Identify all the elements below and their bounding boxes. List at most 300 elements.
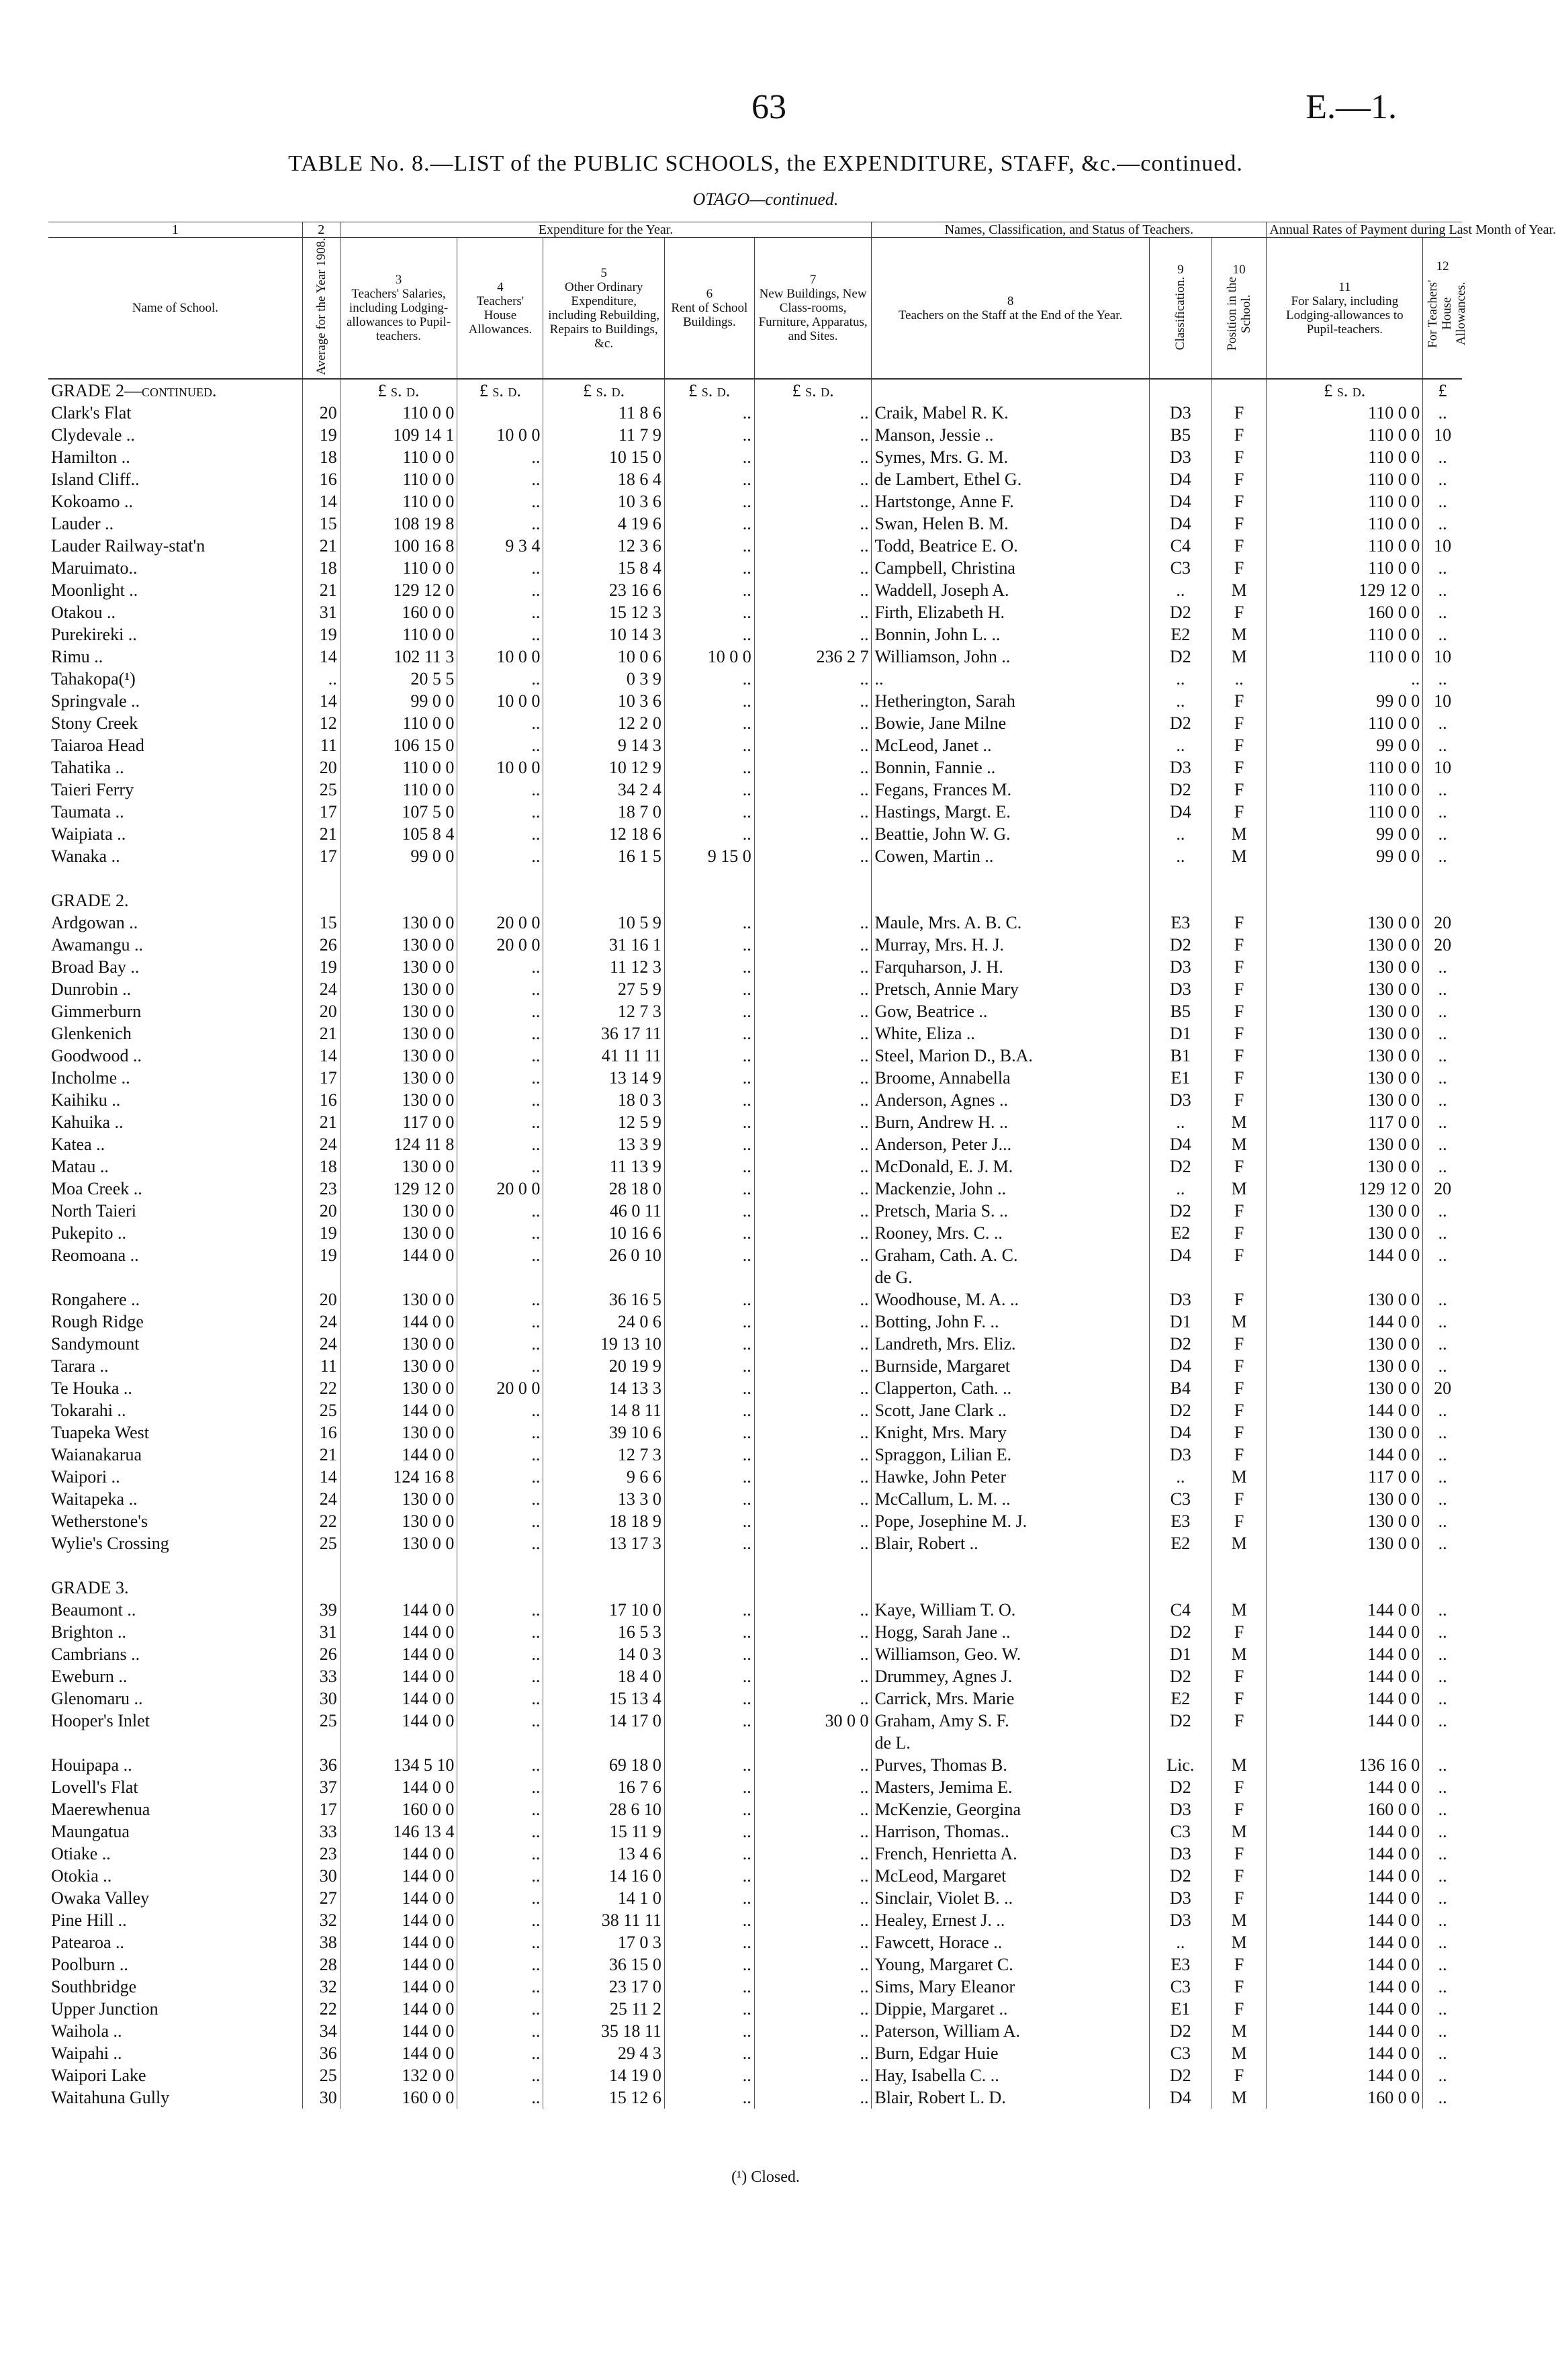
teacher-name-cell: Mackenzie, John .. — [872, 1178, 1149, 1200]
school-name-cell: Eweburn .. — [51, 1667, 128, 1687]
empty-cell — [302, 889, 340, 912]
teacher-name-cell: Bonnin, Fannie .. — [872, 756, 1149, 779]
classification-cell: D2 — [1149, 1155, 1211, 1178]
new-buildings-cell: .. — [754, 1222, 872, 1244]
salary-rate-cell: 117 0 0 — [1267, 1466, 1423, 1488]
empty-cell — [1423, 867, 1462, 889]
classification-cell: C4 — [1149, 1599, 1211, 1621]
table-row — [48, 1222, 1462, 1244]
classification-cell: D4 — [1149, 1421, 1211, 1444]
classification-cell: .. — [1149, 1931, 1211, 1953]
rent-cell: .. — [664, 1510, 754, 1532]
footnote: (¹) Closed. — [731, 2168, 800, 2186]
average-cell: 26 — [302, 1643, 340, 1665]
classification-cell: D3 — [1149, 978, 1211, 1000]
rent-cell: .. — [664, 823, 754, 845]
teacher-name-cell: Graham, Amy S. F. — [872, 1710, 1149, 1732]
house-allowance-cell: .. — [457, 446, 543, 468]
teacher-name-cell: Harrison, Thomas.. — [872, 1820, 1149, 1843]
new-buildings-cell: .. — [754, 734, 872, 756]
position-cell: M — [1211, 623, 1267, 646]
salary-rate-cell: 110 0 0 — [1267, 779, 1423, 801]
salary-cell: 110 0 0 — [340, 402, 457, 424]
empty-cell — [872, 1554, 1149, 1577]
new-buildings-cell: 236 2 7 — [754, 646, 872, 668]
position-cell: F — [1211, 1222, 1267, 1244]
empty-cell — [457, 889, 543, 912]
house-rate-cell: .. — [1423, 1510, 1462, 1532]
classification-cell: D2 — [1149, 1665, 1211, 1687]
school-name-cell: Purekireki .. — [51, 625, 137, 645]
teacher-name-cell: Waddell, Joseph A. — [872, 579, 1149, 601]
empty-cell — [543, 1554, 664, 1577]
new-buildings-cell: .. — [754, 1621, 872, 1643]
average-cell: 16 — [302, 468, 340, 490]
salary-rate-cell: 144 0 0 — [1267, 1399, 1423, 1421]
salary-rate-cell: 160 0 0 — [1267, 2086, 1423, 2109]
header-rent: 6 Rent of School Buildings. — [664, 238, 754, 380]
house-rate-cell: .. — [1423, 956, 1462, 978]
table-row — [48, 402, 1462, 424]
empty-cell — [340, 1577, 457, 1599]
position-cell: F — [1211, 712, 1267, 734]
house-allowance-cell: .. — [457, 513, 543, 535]
salary-rate-cell: 160 0 0 — [1267, 601, 1423, 623]
other-expenditure-cell: 27 5 9 — [543, 978, 664, 1000]
classification-cell: D1 — [1149, 1643, 1211, 1665]
table-row — [48, 1244, 1462, 1266]
position-cell: F — [1211, 424, 1267, 446]
empty-cell — [1149, 889, 1211, 912]
other-expenditure-cell: 29 4 3 — [543, 2042, 664, 2064]
house-rate-cell: .. — [1423, 779, 1462, 801]
new-buildings-cell: .. — [754, 623, 872, 646]
school-name-cell: Sandymount — [51, 1334, 140, 1354]
position-cell: F — [1211, 1998, 1267, 2020]
house-allowance-cell: .. — [457, 1820, 543, 1843]
rent-cell: .. — [664, 712, 754, 734]
salary-cell: 144 0 0 — [340, 1687, 457, 1710]
position-cell: F — [1211, 956, 1267, 978]
classification-cell: Lic. — [1149, 1754, 1211, 1776]
teacher-name-cell: McDonald, E. J. M. — [872, 1155, 1149, 1178]
other-expenditure-cell: 11 13 9 — [543, 1155, 664, 1178]
position-cell: F — [1211, 1444, 1267, 1466]
classification-cell: D4 — [1149, 1244, 1211, 1266]
classification-cell: B5 — [1149, 424, 1211, 446]
rent-cell: .. — [664, 756, 754, 779]
salary-cell: 110 0 0 — [340, 468, 457, 490]
rent-cell: .. — [664, 1089, 754, 1111]
table-row — [48, 1111, 1462, 1133]
average-cell: 22 — [302, 1998, 340, 2020]
school-name-cell: Rongahere .. — [51, 1290, 140, 1310]
salary-rate-cell: 130 0 0 — [1267, 1200, 1423, 1222]
position-cell: F — [1211, 468, 1267, 490]
table-row — [48, 1377, 1462, 1399]
new-buildings-cell: .. — [754, 513, 872, 535]
rent-cell: .. — [664, 779, 754, 801]
position-cell: F — [1211, 1510, 1267, 1532]
classification-cell: B4 — [1149, 1377, 1211, 1399]
teacher-name-cell: Scott, Jane Clark .. — [872, 1399, 1149, 1421]
rent-cell: 9 15 0 — [664, 845, 754, 867]
house-allowance-cell: .. — [457, 1887, 543, 1909]
new-buildings-cell: .. — [754, 2064, 872, 2086]
school-name-cell: Owaka Valley — [51, 1888, 150, 1908]
average-cell: 24 — [302, 1311, 340, 1333]
rent-cell: .. — [664, 402, 754, 424]
classification-cell: C3 — [1149, 1820, 1211, 1843]
rent-cell: .. — [664, 2020, 754, 2042]
new-buildings-cell: .. — [754, 801, 872, 823]
salary-cell: 129 12 0 — [340, 579, 457, 601]
position-cell: F — [1211, 1621, 1267, 1643]
school-name-cell: Lovell's Flat — [51, 1777, 138, 1798]
classification-cell: D3 — [1149, 1909, 1211, 1931]
empty-cell — [1423, 889, 1462, 912]
salary-cell: 130 0 0 — [340, 1067, 457, 1089]
house-allowance-cell: .. — [457, 1687, 543, 1710]
table-row — [48, 1798, 1462, 1820]
school-name-cell: Southbridge — [51, 1977, 137, 1997]
salary-rate-cell: 130 0 0 — [1267, 1510, 1423, 1532]
new-buildings-cell: .. — [754, 1953, 872, 1976]
salary-rate-cell: 144 0 0 — [1267, 1687, 1423, 1710]
classification-cell: D2 — [1149, 2020, 1211, 2042]
other-expenditure-cell: 14 19 0 — [543, 2064, 664, 2086]
house-allowance-cell: .. — [457, 1599, 543, 1621]
school-name-cell: Otakou .. — [51, 603, 116, 623]
teacher-name-cell: Hawke, John Peter — [872, 1466, 1149, 1488]
average-cell: 22 — [302, 1510, 340, 1532]
house-rate-cell: .. — [1423, 1333, 1462, 1355]
position-cell: M — [1211, 1311, 1267, 1333]
teacher-name-cell: French, Henrietta A. — [872, 1843, 1149, 1865]
teacher-name-cell: Pretsch, Maria S. .. — [872, 1200, 1149, 1222]
house-rate-cell: .. — [1423, 2042, 1462, 2064]
house-allowance-cell: 10 0 0 — [457, 646, 543, 668]
house-allowance-cell: .. — [457, 1998, 543, 2020]
teacher-name-cell: Purves, Thomas B. — [872, 1754, 1149, 1776]
salary-cell: 130 0 0 — [340, 934, 457, 956]
salary-cell: 144 0 0 — [340, 1244, 457, 1266]
classification-cell — [1149, 1266, 1211, 1288]
school-name-cell: Stony Creek — [51, 713, 138, 734]
table-row — [48, 690, 1462, 712]
house-rate-cell: .. — [1423, 1931, 1462, 1953]
salary-rate-cell: 130 0 0 — [1267, 1067, 1423, 1089]
teacher-name-cell: Fegans, Frances M. — [872, 779, 1149, 801]
other-expenditure-cell: 12 7 3 — [543, 1444, 664, 1466]
position-cell: F — [1211, 1067, 1267, 1089]
salary-cell: 129 12 0 — [340, 1178, 457, 1200]
new-buildings-cell: .. — [754, 934, 872, 956]
school-name-cell: Maruimato.. — [51, 558, 138, 578]
grade-heading-row — [48, 379, 1462, 402]
position-cell: F — [1211, 1865, 1267, 1887]
school-name-cell: Lauder Railway-stat'n — [51, 536, 205, 556]
classification-cell: D2 — [1149, 601, 1211, 623]
table-row — [48, 1643, 1462, 1665]
teacher-name-cell: Bowie, Jane Milne — [872, 712, 1149, 734]
average-cell: 15 — [302, 912, 340, 934]
spacer-row — [48, 1554, 1462, 1577]
school-name-cell: Waipiata .. — [51, 824, 126, 844]
position-cell: F — [1211, 1155, 1267, 1178]
salary-cell: 110 0 0 — [340, 446, 457, 468]
empty-cell — [457, 1577, 543, 1599]
house-rate-cell: .. — [1423, 1444, 1462, 1466]
classification-cell: D2 — [1149, 1200, 1211, 1222]
teacher-name-cell: Woodhouse, M. A. .. — [872, 1288, 1149, 1311]
teacher-name-cell: Hartstonge, Anne F. — [872, 490, 1149, 513]
new-buildings-cell: .. — [754, 1155, 872, 1178]
house-rate-cell: .. — [1423, 2064, 1462, 2086]
empty-cell — [754, 1554, 872, 1577]
table-body — [48, 379, 1462, 2109]
school-name-cell: Hamilton .. — [51, 447, 130, 468]
teacher-name-cell: Spraggon, Lilian E. — [872, 1444, 1149, 1466]
new-buildings-cell: .. — [754, 756, 872, 779]
classification-cell: D1 — [1149, 1311, 1211, 1333]
classification-cell: C3 — [1149, 557, 1211, 579]
new-buildings-cell: .. — [754, 1865, 872, 1887]
teacher-name-cell: Pretsch, Annie Mary — [872, 978, 1149, 1000]
rent-cell: .. — [664, 490, 754, 513]
other-expenditure-cell: 12 7 3 — [543, 1000, 664, 1022]
teacher-name-cell: McLeod, Margaret — [872, 1865, 1149, 1887]
rent-cell: .. — [664, 2064, 754, 2086]
salary-rate-cell: 130 0 0 — [1267, 912, 1423, 934]
salary-rate-cell: 110 0 0 — [1267, 623, 1423, 646]
average-cell: 19 — [302, 956, 340, 978]
position-cell: F — [1211, 690, 1267, 712]
table-row — [48, 734, 1462, 756]
salary-rate-cell: 110 0 0 — [1267, 801, 1423, 823]
salary-rate-cell: 144 0 0 — [1267, 1776, 1423, 1798]
house-allowance-cell: .. — [457, 2064, 543, 2086]
table-row — [48, 1089, 1462, 1111]
salary-rate-cell: 130 0 0 — [1267, 1000, 1423, 1022]
house-allowance-cell: .. — [457, 1976, 543, 1998]
salary-cell: 130 0 0 — [340, 1510, 457, 1532]
other-expenditure-cell: 38 11 11 — [543, 1909, 664, 1931]
salary-rate-cell: 130 0 0 — [1267, 978, 1423, 1000]
position-cell: F — [1211, 801, 1267, 823]
salary-cell: 100 16 8 — [340, 535, 457, 557]
rent-cell: .. — [664, 912, 754, 934]
teacher-name-cell: Sims, Mary Eleanor — [872, 1976, 1149, 1998]
classification-cell: D4 — [1149, 513, 1211, 535]
school-name-cell: Rough Ridge — [51, 1312, 144, 1332]
table-row — [48, 912, 1462, 934]
new-buildings-cell: 30 0 0 — [754, 1710, 872, 1732]
other-expenditure-cell: 9 6 6 — [543, 1466, 664, 1488]
house-rate-cell: .. — [1423, 557, 1462, 579]
new-buildings-cell: .. — [754, 1399, 872, 1421]
teacher-name-cell: Burn, Edgar Huie — [872, 2042, 1149, 2064]
new-buildings-cell: .. — [754, 1976, 872, 1998]
teacher-name-cell: Dippie, Margaret .. — [872, 1998, 1149, 2020]
new-buildings-cell: .. — [754, 468, 872, 490]
school-name-cell: Houipapa .. — [51, 1755, 132, 1775]
salary-rate-cell: 110 0 0 — [1267, 446, 1423, 468]
house-rate-cell: .. — [1423, 1288, 1462, 1311]
salary-rate-cell: 130 0 0 — [1267, 1532, 1423, 1554]
house-rate-cell: .. — [1423, 579, 1462, 601]
house-allowance-cell: .. — [457, 623, 543, 646]
new-buildings-cell: .. — [754, 1244, 872, 1266]
teacher-name-cell: Farquharson, J. H. — [872, 956, 1149, 978]
empty-cell — [754, 1577, 872, 1599]
table-title: TABLE No. 8.—LIST of the PUBLIC SCHOOLS, the EXPENDITURE, STAFF, &c.—continued. — [288, 151, 1243, 176]
table-row — [48, 1067, 1462, 1089]
rent-cell: .. — [664, 1178, 754, 1200]
school-name-cell: Wylie's Crossing — [51, 1534, 169, 1554]
school-name-cell: Tokarahi .. — [51, 1401, 126, 1421]
table-row — [48, 2086, 1462, 2109]
house-allowance-cell: .. — [457, 1665, 543, 1687]
other-expenditure-cell: 16 5 3 — [543, 1621, 664, 1643]
school-name-cell — [48, 1732, 302, 1754]
rent-cell: .. — [664, 1222, 754, 1244]
house-rate-cell: .. — [1423, 1089, 1462, 1111]
house-rate-cell: .. — [1423, 1776, 1462, 1798]
salary-rate-cell: 144 0 0 — [1267, 1931, 1423, 1953]
average-cell: 17 — [302, 1798, 340, 1820]
house-allowance-cell: 20 0 0 — [457, 934, 543, 956]
new-buildings-cell: .. — [754, 1022, 872, 1045]
teacher-name-cell: Steel, Marion D., B.A. — [872, 1045, 1149, 1067]
salary-rate-cell — [1267, 1732, 1423, 1754]
new-buildings-cell: .. — [754, 712, 872, 734]
average-cell: 18 — [302, 557, 340, 579]
salary-cell: 130 0 0 — [340, 1355, 457, 1377]
other-expenditure-cell: 36 17 11 — [543, 1022, 664, 1045]
table-row — [48, 1466, 1462, 1488]
school-name-cell: Hooper's Inlet — [51, 1711, 150, 1731]
school-name-cell: Springvale .. — [51, 691, 140, 711]
teacher-name-cell: Anderson, Agnes .. — [872, 1089, 1149, 1111]
salary-rate-cell: 117 0 0 — [1267, 1111, 1423, 1133]
classification-cell: .. — [1149, 668, 1211, 690]
rent-cell: .. — [664, 557, 754, 579]
salary-cell: 144 0 0 — [340, 1865, 457, 1887]
house-rate-cell: .. — [1423, 1311, 1462, 1333]
teacher-name-cell: de G. — [872, 1266, 1149, 1288]
school-name-cell: Otiake .. — [51, 1844, 111, 1864]
house-rate-cell: .. — [1423, 1710, 1462, 1732]
position-cell — [1211, 1732, 1267, 1754]
other-expenditure-cell: 35 18 11 — [543, 2020, 664, 2042]
school-name-cell: Broad Bay .. — [51, 957, 140, 977]
average-cell: 25 — [302, 1710, 340, 1732]
school-name-cell: Rimu .. — [51, 647, 103, 667]
empty-cell — [1211, 867, 1267, 889]
house-rate-cell: .. — [1423, 1244, 1462, 1266]
classification-cell: D2 — [1149, 1333, 1211, 1355]
empty-cell — [543, 889, 664, 912]
table-row — [48, 1266, 1462, 1288]
position-cell: F — [1211, 1953, 1267, 1976]
teacher-name-cell: Campbell, Christina — [872, 557, 1149, 579]
rent-cell: .. — [664, 668, 754, 690]
other-expenditure-cell: 23 17 0 — [543, 1976, 664, 1998]
position-cell: F — [1211, 1089, 1267, 1111]
rent-cell: .. — [664, 1665, 754, 1687]
school-name-cell: Waipori .. — [51, 1467, 120, 1487]
classification-cell — [1149, 1732, 1211, 1754]
classification-cell: E3 — [1149, 1510, 1211, 1532]
salary-rate-cell: 130 0 0 — [1267, 1355, 1423, 1377]
classification-cell: .. — [1149, 579, 1211, 601]
teacher-name-cell: Todd, Beatrice E. O. — [872, 535, 1149, 557]
average-cell: 23 — [302, 1843, 340, 1865]
house-rate-cell: .. — [1423, 1466, 1462, 1488]
classification-cell: D4 — [1149, 468, 1211, 490]
salary-rate-cell: 144 0 0 — [1267, 2042, 1423, 2064]
teacher-name-cell: McLeod, Janet .. — [872, 734, 1149, 756]
average-cell: 25 — [302, 1399, 340, 1421]
empty-cell — [1267, 867, 1423, 889]
salary-rate-cell: 144 0 0 — [1267, 2020, 1423, 2042]
salary-rate-cell: 130 0 0 — [1267, 1222, 1423, 1244]
other-expenditure-cell: 20 19 9 — [543, 1355, 664, 1377]
classification-cell: .. — [1149, 1111, 1211, 1133]
table-row — [48, 1155, 1462, 1178]
teacher-name-cell: Burn, Andrew H. .. — [872, 1111, 1149, 1133]
house-rate-cell: .. — [1423, 1045, 1462, 1067]
teacher-name-cell: de L. — [872, 1732, 1149, 1754]
rent-cell: .. — [664, 2042, 754, 2064]
house-rate-cell: 10 — [1423, 690, 1462, 712]
rent-cell: .. — [664, 1111, 754, 1133]
school-name-cell: Lauder .. — [51, 514, 114, 534]
table-row — [48, 1333, 1462, 1355]
house-rate-cell: .. — [1423, 1798, 1462, 1820]
school-name-cell: Island Cliff.. — [51, 470, 140, 490]
school-name-cell: Taumata .. — [51, 802, 124, 822]
classification-cell: .. — [1149, 823, 1211, 845]
average-cell: 14 — [302, 1045, 340, 1067]
salary-rate-cell: 110 0 0 — [1267, 646, 1423, 668]
header-teachers-names: 8 Teachers on the Staff at the End of the Year. — [872, 238, 1149, 380]
rent-cell: .. — [664, 1621, 754, 1643]
table-row — [48, 1022, 1462, 1045]
house-allowance-cell: 20 0 0 — [457, 1377, 543, 1399]
table-row — [48, 1000, 1462, 1022]
salary-rate-cell: 144 0 0 — [1267, 2064, 1423, 2086]
teacher-name-cell: Drummey, Agnes J. — [872, 1665, 1149, 1687]
names-group-header: Names, Classification, and Status of Teachers. — [872, 222, 1267, 238]
empty-cell — [1211, 379, 1267, 402]
other-expenditure-cell: 15 13 4 — [543, 1687, 664, 1710]
average-cell: 26 — [302, 934, 340, 956]
house-rate-cell: .. — [1423, 1488, 1462, 1510]
position-cell: M — [1211, 1532, 1267, 1554]
other-expenditure-cell: 15 12 6 — [543, 2086, 664, 2109]
empty-cell — [1149, 1577, 1211, 1599]
new-buildings-cell: .. — [754, 1665, 872, 1687]
salary-cell: 110 0 0 — [340, 779, 457, 801]
salary-cell: 130 0 0 — [340, 1532, 457, 1554]
teacher-name-cell: Pope, Josephine M. J. — [872, 1510, 1149, 1532]
new-buildings-cell: .. — [754, 1687, 872, 1710]
average-cell: 38 — [302, 1931, 340, 1953]
teacher-name-cell: Hastings, Margt. E. — [872, 801, 1149, 823]
col-number-2: 2 — [302, 222, 340, 238]
